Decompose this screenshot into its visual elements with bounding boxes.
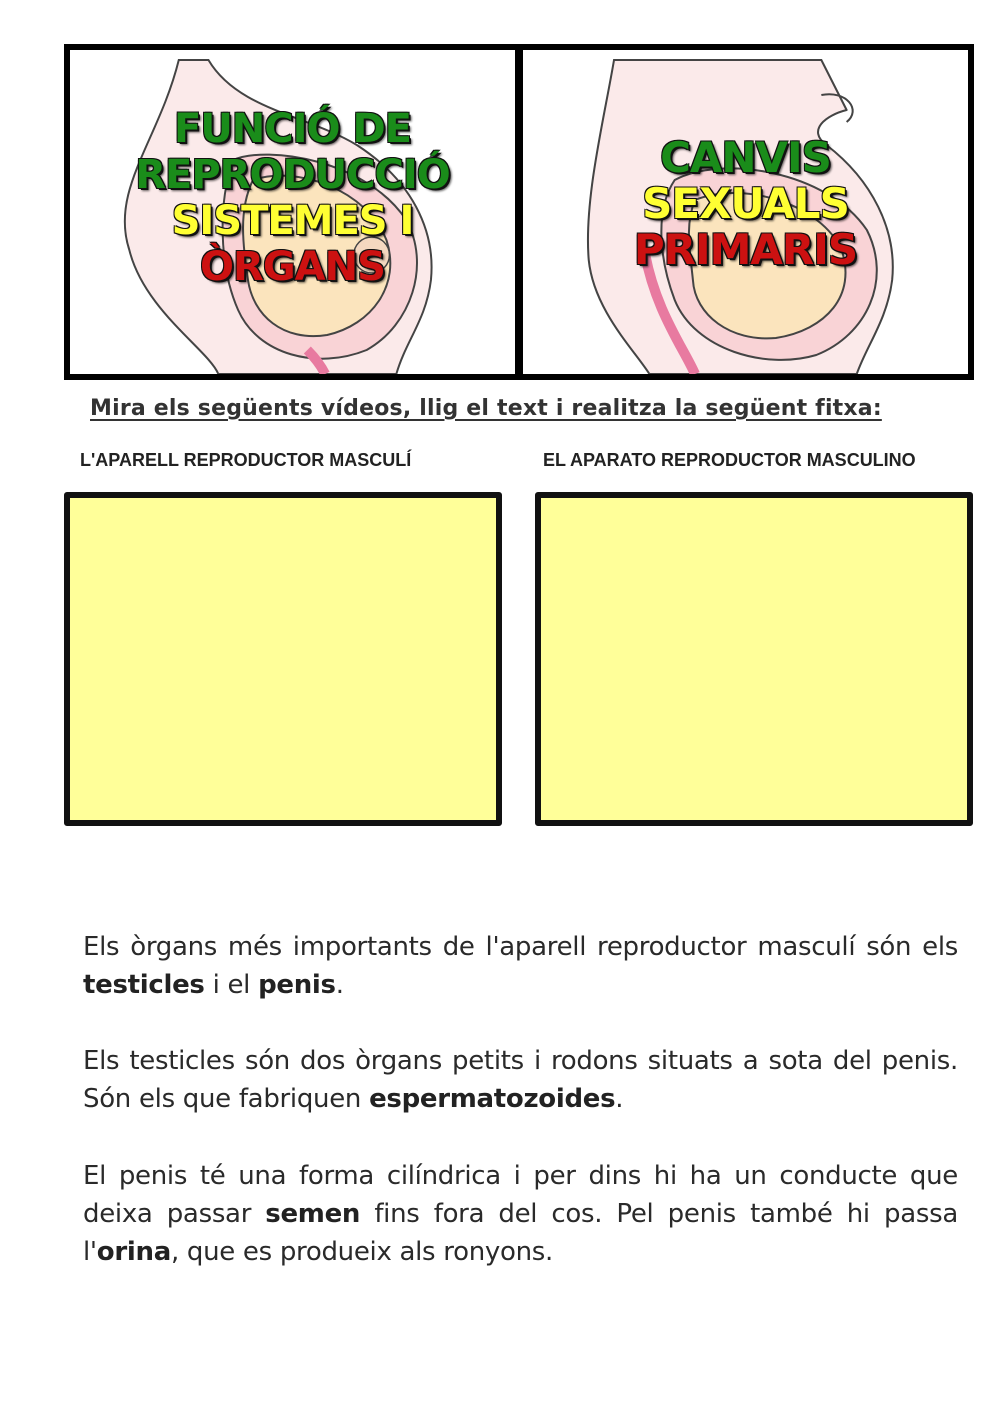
video-player-catalan[interactable] xyxy=(64,492,502,826)
keyword-espermatozoides: espermatozoides xyxy=(369,1084,616,1114)
text-span: . xyxy=(615,1084,624,1114)
text-span: Els òrgans més importants de l'aparell reproductor masculí són els xyxy=(83,932,958,962)
banner-line: CANVIS xyxy=(660,133,831,182)
video-label-spanish: EL APARATO REPRODUCTOR MASCULINO xyxy=(543,450,916,470)
instruction-text: Mira els següents vídeos, llig el text i realitza la següent fitxa: xyxy=(90,396,882,421)
keyword-orina: orina xyxy=(96,1237,171,1267)
keyword-semen: semen xyxy=(265,1199,361,1229)
keyword-penis: penis xyxy=(258,970,336,1000)
banner-title-left xyxy=(70,106,515,290)
video-player-spanish[interactable] xyxy=(535,492,973,826)
text-span: El penis té una forma cilíndrica i per dins hi ha un conducte que deixa passar xyxy=(83,1161,958,1229)
paragraph-testicles xyxy=(83,1042,958,1118)
banner-panel-reproduction xyxy=(70,50,515,374)
banner-line: SEXUALS xyxy=(642,179,849,228)
keyword-testicles: testicles xyxy=(83,970,205,1000)
text-span: Els testicles són dos òrgans petits i rodons situats a sota del penis. Són els que fabriquen xyxy=(83,1046,958,1114)
banner-line: ÒRGANS xyxy=(200,244,385,290)
banner-line: FUNCIÓ DE xyxy=(174,106,411,152)
banner-panel-sexual-changes xyxy=(515,50,968,374)
text-span: . xyxy=(335,970,344,1000)
paragraph-main-organs xyxy=(83,928,958,1004)
header-banner xyxy=(64,44,974,380)
banner-line: REPRODUCCIÓ xyxy=(135,152,450,198)
banner-line: PRIMARIS xyxy=(633,225,858,274)
text-span: fins fora del cos. Pel penis també hi passa l' xyxy=(83,1199,959,1267)
paragraph-penis xyxy=(83,1157,958,1271)
banner-title-right xyxy=(523,135,968,273)
banner-line: SISTEMES I xyxy=(171,198,414,244)
text-span: , que es produeix als ronyons. xyxy=(170,1237,553,1267)
text-span: i el xyxy=(204,970,259,1000)
video-label-catalan: L'APARELL REPRODUCTOR MASCULÍ xyxy=(80,450,412,470)
